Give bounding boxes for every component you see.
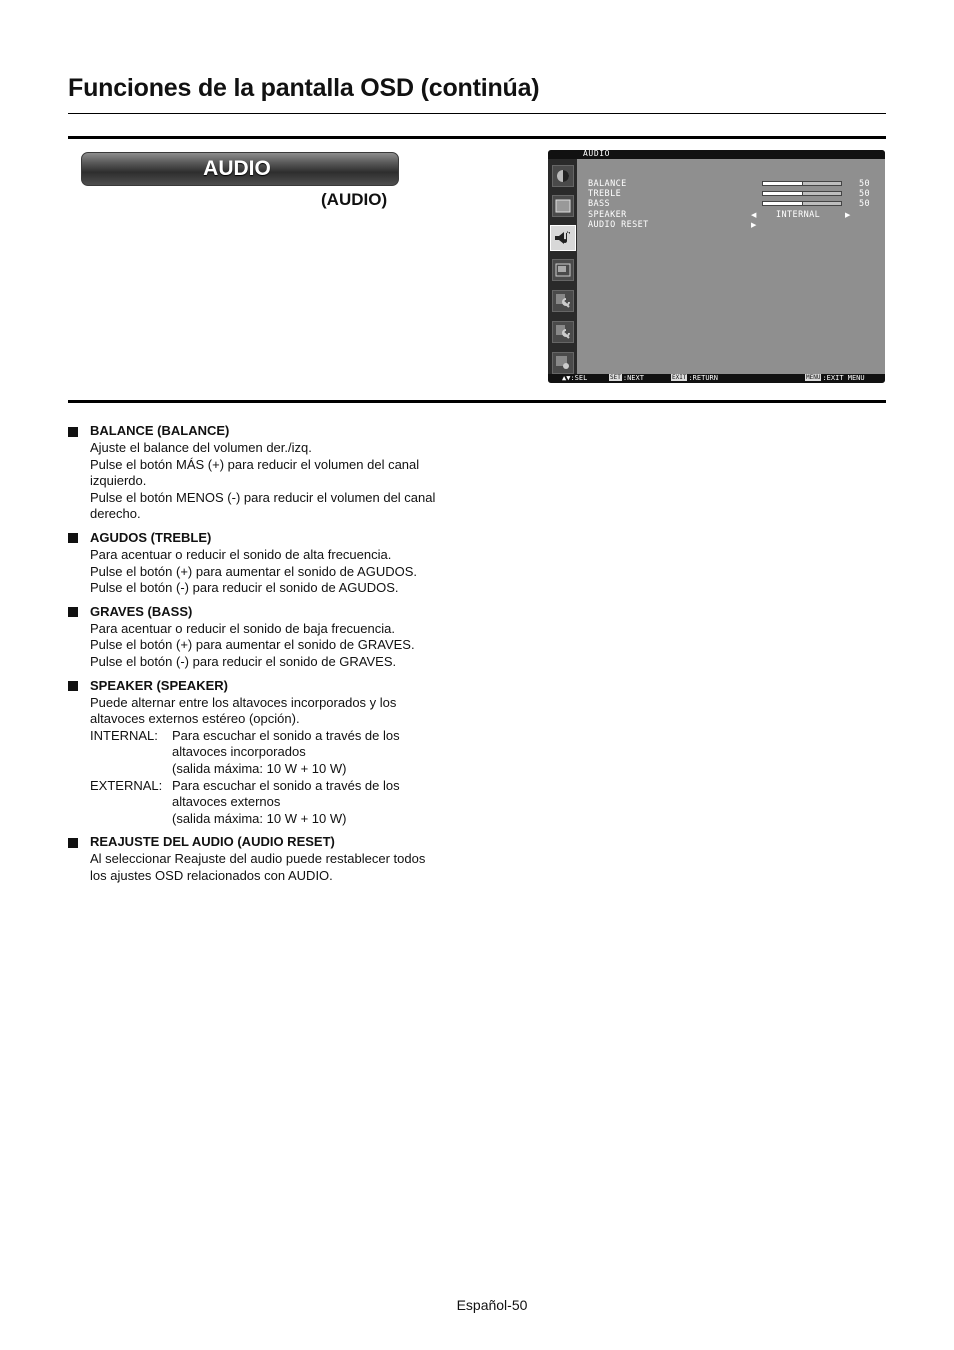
section-balance xyxy=(68,423,488,523)
body-line: Ajuste el balance del volumen der./izq. xyxy=(90,440,312,455)
exit-key-icon: EXIT xyxy=(672,374,687,381)
pip-icon[interactable] xyxy=(552,259,574,281)
audio-reset-arrow-icon[interactable]: ▶ xyxy=(751,222,757,229)
audio-banner xyxy=(81,152,399,186)
osd-menu-item-bass[interactable]: BASS xyxy=(588,199,611,210)
osd-footer-return-label: RETURN xyxy=(692,374,718,382)
section-body xyxy=(90,621,488,671)
body-line: (salida máxima: 10 W + 10 W) xyxy=(172,760,347,776)
speaker-right-arrow-icon[interactable]: ▶ xyxy=(845,212,851,219)
definition-term: INTERNAL: xyxy=(90,727,158,743)
treble-value: 50 xyxy=(859,189,871,199)
osd-sidebar xyxy=(548,159,577,374)
definition-term: EXTERNAL: xyxy=(90,777,163,793)
heading-text: GRAVES (BASS) xyxy=(90,603,193,619)
configuration2-icon[interactable] xyxy=(552,321,574,343)
section-body xyxy=(90,547,488,597)
section-speaker xyxy=(68,678,488,828)
body-line: Pulse el botón (-) para reducir el sonido de GRAVES. xyxy=(90,653,397,669)
osd-footer-next-label: NEXT xyxy=(627,374,644,382)
osd-title: AUDIO xyxy=(583,150,611,158)
menu-key-icon: MENU xyxy=(806,374,821,381)
section-heading xyxy=(68,678,488,695)
osd-menu-item-speaker[interactable]: SPEAKER xyxy=(588,209,627,220)
body-line: Pulse el botón (+) para aumentar el sonido de AGUDOS. xyxy=(90,563,417,579)
section-audio-reset xyxy=(68,834,488,884)
section-heading xyxy=(68,530,488,547)
definition-internal xyxy=(90,728,488,778)
balance-slider[interactable] xyxy=(762,181,842,186)
osd-footer-exit: MENU :EXIT MENU xyxy=(806,374,865,382)
section-treble xyxy=(68,530,488,597)
osd-menu-item-balance[interactable]: BALANCE xyxy=(588,179,627,189)
body-line: los ajustes OSD relacionados con AUDIO. xyxy=(90,867,333,883)
square-bullet-icon xyxy=(68,607,78,617)
section-body xyxy=(90,440,488,523)
audio-subtitle: (AUDIO) xyxy=(321,190,388,209)
body-line: derecho. xyxy=(90,506,141,522)
description-content xyxy=(68,423,488,891)
section-body xyxy=(90,695,488,728)
section-body xyxy=(90,851,488,884)
osd-screen xyxy=(548,150,885,383)
definition-external xyxy=(90,778,488,828)
body-line: Pulse el botón (+) para aumentar el sonido de GRAVES. xyxy=(90,637,415,653)
osd-footer-sel-label: SEL xyxy=(574,374,588,382)
body-line: Pulse el botón MÁS (+) para reducir el volumen del canal xyxy=(90,456,420,472)
picture-icon[interactable] xyxy=(552,165,574,187)
audio-banner-label: AUDIO xyxy=(203,157,271,180)
heading-text: BALANCE (BALANCE) xyxy=(90,423,230,439)
square-bullet-icon xyxy=(68,427,78,437)
osd-menu-item-audio-reset[interactable]: AUDIO RESET xyxy=(588,219,649,230)
osd-footer-return: EXIT :RETURN xyxy=(672,374,718,382)
square-bullet-icon xyxy=(68,681,78,691)
osd-footer-sel: ▲▼:SEL xyxy=(562,374,588,382)
treble-slider-fill xyxy=(763,192,803,195)
body-line: Pulse el botón (-) para reducir el sonido de AGUDOS. xyxy=(90,580,399,596)
set-key-icon: SET xyxy=(610,374,621,381)
osd-menu xyxy=(588,179,649,230)
treble-slider[interactable] xyxy=(762,191,842,196)
body-line: (salida máxima: 10 W + 10 W) xyxy=(172,810,347,826)
speaker-definitions xyxy=(90,728,488,828)
title-rule xyxy=(68,113,886,114)
section-heading xyxy=(68,423,488,440)
page-title: Funciones de la pantalla OSD (continúa) xyxy=(68,74,540,102)
balance-value: 50 xyxy=(859,179,871,189)
body-line: izquierdo. xyxy=(90,473,147,489)
osd-title-bar xyxy=(548,150,885,159)
section-bottom-rule xyxy=(68,400,886,403)
body-line: Para acentuar o reducir el sonido de baja frecuencia. xyxy=(90,620,395,636)
heading-text: SPEAKER (SPEAKER) xyxy=(90,677,228,693)
screen-icon[interactable] xyxy=(552,195,574,217)
bass-slider[interactable] xyxy=(762,201,842,206)
body-line: Al seleccionar Reajuste del audio puede restablecer todos xyxy=(90,851,426,867)
up-down-arrows-icon: ▲▼ xyxy=(562,374,571,382)
body-line: altavoces externos estéreo (opción). xyxy=(90,711,300,727)
speaker-value: INTERNAL xyxy=(776,210,821,220)
body-line: altavoces externos xyxy=(172,794,281,810)
osd-footer-next: SET :NEXT xyxy=(610,374,644,382)
body-line: Para escuchar el sonido a través de los xyxy=(172,727,400,743)
body-line: altavoces incorporados xyxy=(172,744,306,760)
definition-desc xyxy=(172,778,488,828)
section-top-rule xyxy=(68,136,886,139)
body-line: Puede alternar entre los altavoces incorporados y los xyxy=(90,694,397,710)
heading-text: AGUDOS (TREBLE) xyxy=(90,530,212,546)
advanced-option-icon[interactable] xyxy=(552,352,574,374)
bass-slider-fill xyxy=(763,202,803,205)
body-line: Para escuchar el sonido a través de los xyxy=(172,777,400,793)
page-number: Español-50 xyxy=(456,1297,528,1313)
osd-footer-exit-label: EXIT MENU xyxy=(826,374,865,382)
section-heading xyxy=(68,604,488,621)
audio-icon[interactable] xyxy=(550,225,576,251)
square-bullet-icon xyxy=(68,838,78,848)
section-bass xyxy=(68,604,488,671)
configuration1-icon[interactable] xyxy=(552,290,574,312)
speaker-left-arrow-icon[interactable]: ◀ xyxy=(751,212,757,219)
osd-footer xyxy=(548,374,885,383)
page-footer xyxy=(0,1297,954,1313)
section-heading xyxy=(68,834,488,851)
osd-menu-item-treble[interactable]: TREBLE xyxy=(588,189,622,200)
body-line: Pulse el botón MENOS (-) para reducir el volumen del canal xyxy=(90,489,436,505)
body-line: Para acentuar o reducir el sonido de alta frecuencia. xyxy=(90,546,392,562)
bass-value: 50 xyxy=(859,199,871,209)
balance-slider-fill xyxy=(763,182,803,185)
definition-desc xyxy=(172,728,488,778)
heading-text: REAJUSTE DEL AUDIO (AUDIO RESET) xyxy=(90,834,335,850)
square-bullet-icon xyxy=(68,533,78,543)
